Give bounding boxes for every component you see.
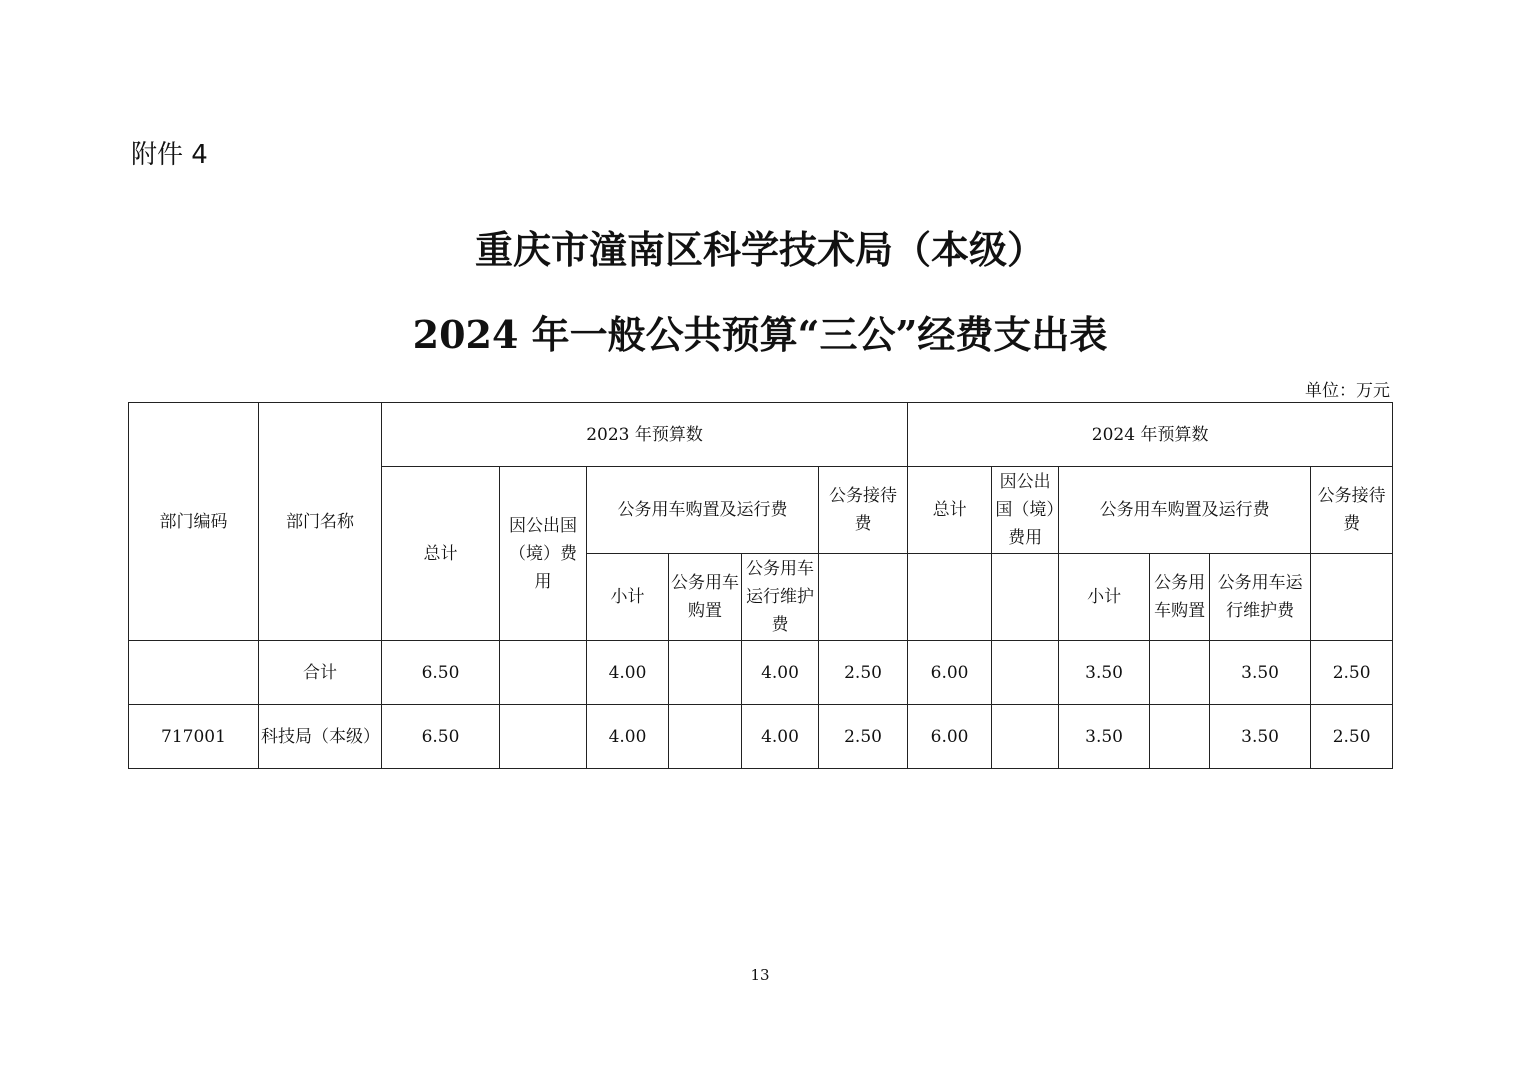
cell-abroad-2024 bbox=[992, 705, 1059, 769]
header-abroad-2024: 因公出国（境）费用 bbox=[992, 467, 1059, 554]
document-title-line2: 2024 年一般公共预算“三公”经费支出表 bbox=[412, 312, 1108, 357]
header-vehicle-purchase-2024: 公务用车购置 bbox=[1150, 554, 1210, 641]
header-year-2024: 2024 年预算数 bbox=[908, 403, 1393, 467]
cell-purchase-2024 bbox=[1150, 705, 1210, 769]
cell-name: 合计 bbox=[259, 641, 382, 705]
header-blank-total-2024 bbox=[908, 554, 992, 641]
header-vehicle-purchase-2023: 公务用车购置 bbox=[669, 554, 742, 641]
cell-total-2023: 6.50 bbox=[382, 641, 500, 705]
cell-reception-2023: 2.50 bbox=[819, 641, 908, 705]
header-vehicle-2023: 公务用车购置及运行费 bbox=[587, 467, 819, 554]
header-vehicle-maint-2024: 公务用车运行维护费 bbox=[1210, 554, 1311, 641]
cell-abroad-2023 bbox=[500, 705, 587, 769]
header-total-2023: 总计 bbox=[382, 467, 500, 641]
cell-maint-2023: 4.00 bbox=[742, 705, 819, 769]
header-blank-abroad-2024 bbox=[992, 554, 1059, 641]
cell-subtotal-2024: 3.50 bbox=[1059, 705, 1150, 769]
header-vehicle-maint-2023: 公务用车运行维护费 bbox=[742, 554, 819, 641]
unit-label: 单位：万元 bbox=[1305, 381, 1390, 401]
cell-subtotal-2023: 4.00 bbox=[587, 705, 669, 769]
cell-subtotal-2024: 3.50 bbox=[1059, 641, 1150, 705]
cell-reception-2024: 2.50 bbox=[1311, 641, 1393, 705]
header-year-2023: 2023 年预算数 bbox=[382, 403, 908, 467]
cell-maint-2024: 3.50 bbox=[1210, 705, 1311, 769]
cell-total-2023: 6.50 bbox=[382, 705, 500, 769]
cell-code bbox=[129, 641, 259, 705]
document-title-line1: 重庆市潼南区科学技术局（本级） bbox=[474, 227, 1045, 272]
cell-abroad-2023 bbox=[500, 641, 587, 705]
cell-total-2024: 6.00 bbox=[908, 705, 992, 769]
table-row bbox=[129, 705, 1393, 769]
cell-purchase-2023 bbox=[669, 641, 742, 705]
cell-reception-2024: 2.50 bbox=[1311, 705, 1393, 769]
cell-maint-2023: 4.00 bbox=[742, 641, 819, 705]
cell-name: 科技局（本级） bbox=[259, 705, 382, 769]
header-abroad-2023: 因公出国（境）费用 bbox=[500, 467, 587, 641]
table-row bbox=[129, 641, 1393, 705]
cell-abroad-2024 bbox=[992, 641, 1059, 705]
header-dept-code: 部门编码 bbox=[129, 403, 259, 641]
page-number: 13 bbox=[750, 966, 770, 984]
header-blank-reception-2023 bbox=[819, 554, 908, 641]
header-subtotal-2024: 小计 bbox=[1059, 554, 1150, 641]
cell-purchase-2023 bbox=[669, 705, 742, 769]
attachment-label: 附件 4 bbox=[131, 140, 208, 170]
budget-table bbox=[128, 402, 1393, 769]
header-dept-name: 部门名称 bbox=[259, 403, 382, 641]
header-vehicle-2024: 公务用车购置及运行费 bbox=[1059, 467, 1311, 554]
header-blank-reception-2024 bbox=[1311, 554, 1393, 641]
cell-code: 717001 bbox=[129, 705, 259, 769]
cell-subtotal-2023: 4.00 bbox=[587, 641, 669, 705]
header-row-years bbox=[129, 403, 1393, 467]
header-reception-2023: 公务接待费 bbox=[819, 467, 908, 554]
header-subtotal-2023: 小计 bbox=[587, 554, 669, 641]
header-reception-2024: 公务接待费 bbox=[1311, 467, 1393, 554]
cell-purchase-2024 bbox=[1150, 641, 1210, 705]
cell-reception-2023: 2.50 bbox=[819, 705, 908, 769]
cell-total-2024: 6.00 bbox=[908, 641, 992, 705]
header-total-2024: 总计 bbox=[908, 467, 992, 554]
cell-maint-2024: 3.50 bbox=[1210, 641, 1311, 705]
